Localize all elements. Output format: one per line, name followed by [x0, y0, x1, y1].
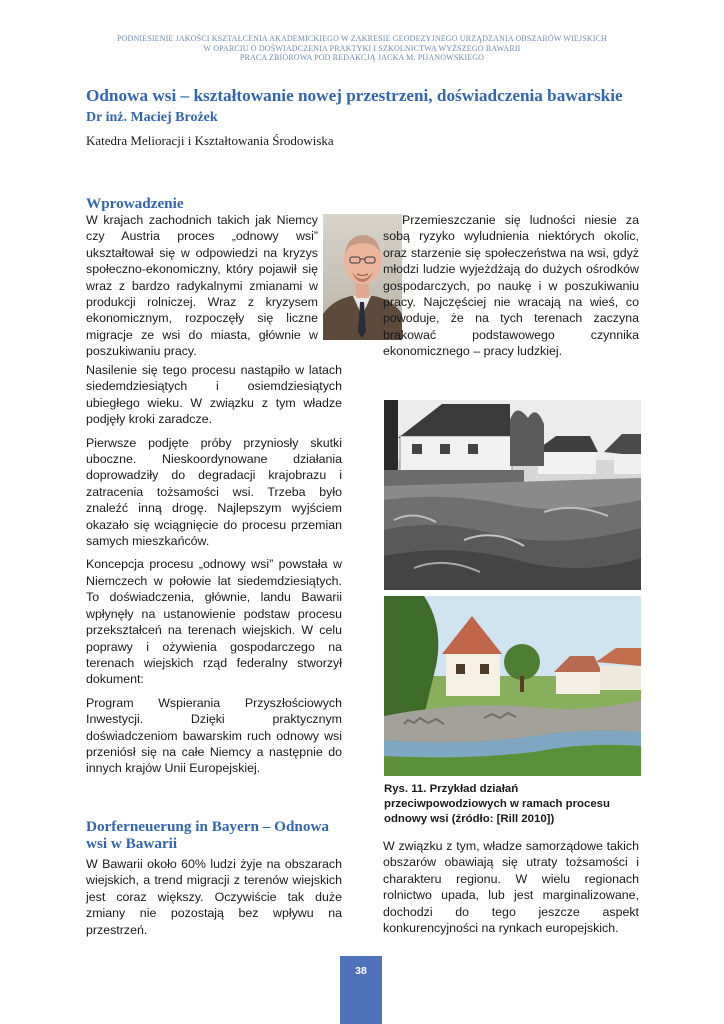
section-heading-intro: Wprowadzenie [86, 195, 184, 212]
section-heading-bayern: Dorferneuerung in Bayern – Odnowa wsi w Bawarii [86, 818, 329, 852]
bayern-paragraph-1: W Bawarii około 60% ludzi żyje na obszarach wiejskich, a trend migracji z terenów wiejskich jest coraz większy. Oczywiście tak duże zmiany nie pozostają bez wpływu na przestrzeń. [86, 857, 342, 937]
right-paragraph-1: Przemieszczanie się ludności niesie za sobą ryzyko wyludnienia niektórych okolic, oraz starzenie się społeczeństwa na wsi, gdyż młodzi ludzie wyjeżdżają do dużych ośrodków gospodarczych, po naukę i w poszukiwaniu pracy. Najczęściej nie wracają na wieś, co powoduje, że na tych terenach zaczyna brakować podstawowego czynnika ekonomicznego – pracy ludzkiej. [383, 213, 639, 359]
figure-caption: Rys. 11. Przykład działań przeciwpowodziowych w ramach procesu odnowy wsi (źródło: [Rill 2010]) [384, 783, 610, 825]
author-name: Dr inż. Maciej Brożek [86, 110, 218, 125]
bayern-paragraph-block [86, 856, 342, 938]
figure-photo-flood [384, 400, 641, 590]
intro-paragraph-5: Program Wspierania Przyszłościowych Inwestycji. Dzięki praktycznym doświadczeniom bawarskim ruch odnowy wsi przeniósł się na całe Niemcy a następnie do innych krajów Unii Europejskiej. [86, 695, 342, 776]
header-line-3: PRACA ZBIOROWA POD REDAKCJĄ JACKA M. PIJANOWSKIEGO [239, 53, 485, 63]
running-header [0, 34, 724, 63]
figure-photo-village [384, 596, 641, 776]
intro-continued [86, 362, 342, 784]
intro-paragraph-3: Pierwsze podjęte próby przyniosły skutki uboczne. Nieskoordynowane działania doprowadziły do degradacji krajobrazu i zatracenia tożsamości wsi. Trzeba było znaleźć inną drogę. Najlepszym wyjściem okazało się wciągnięcie do procesu przemian samych mieszkańców. [86, 435, 342, 549]
header-line-1: PODNIESIENIE JAKOŚCI KSZTAŁCENIA AKADEMICKIEGO W ZAKRESIE GEODEZYJNEGO URZĄDZANIA OBSZARÓW WIEJSKICH [117, 34, 607, 43]
header-line-2: W OPARCIU O DOŚWIADCZENIA PRAKTYKI I SZKOLNICTWA WYŻSZEGO BAWARII [203, 43, 521, 53]
page-number: 38 [355, 965, 367, 977]
intro-paragraph-1-block [86, 212, 318, 360]
page-number-tab [340, 956, 382, 1024]
right-bottom-paragraph-block [383, 838, 639, 936]
right-column-paragraph [383, 212, 639, 360]
right-bottom-paragraph-1: W związku z tym, władze samorządowe takich obszarów obawiają się utraty tożsamości i charakteru regionu. W wielu regionach rolnictwo upada, lub jest marginalizowane, dochodzi do tego jeszcze aspekt konkurencyjności na rynkach europejskich. [383, 839, 639, 936]
intro-paragraph-1: W krajach zachodnich takich jak Niemcy czy Austria proces „odnowy wsi” ukształtował się w odpowiedzi na kryzys społeczno-ekonomiczny, który pojawił się wraz z bardzo radykalnymi zmianami w produkcji rolniczej. Wraz z kryzysem ekonomicznym, rozpoczęły się liczne migracje ze wsi do miasta, głównie w poszukiwaniu pracy. [86, 213, 318, 359]
intro-paragraph-2: Nasilenie się tego procesu nastąpiło w latach siedemdziesiątych i osiemdziesiątych ubiegłego wieku. W związku z tym władze podjęły kroki zaradcze. [86, 363, 342, 427]
intro-paragraph-4: Koncepcja procesu „odnowy wsi” powstała w Niemczech w połowie lat siedemdziesiątych. To doświadczenia, głównie, landu Bawarii wpłynęły na ustanowienie podstaw procesu przekształceń na terenach wiejskich. W celu poprawy i ożywienia gospodarczego na terenach wiejskich rząd federalny stworzył dokument: [86, 557, 342, 687]
author-affiliation: Katedra Melioracji i Kształtowania Środowiska [86, 133, 334, 148]
article-title: Odnowa wsi – kształtowanie nowej przestrzeni, doświadczenia bawarskie [86, 86, 623, 105]
